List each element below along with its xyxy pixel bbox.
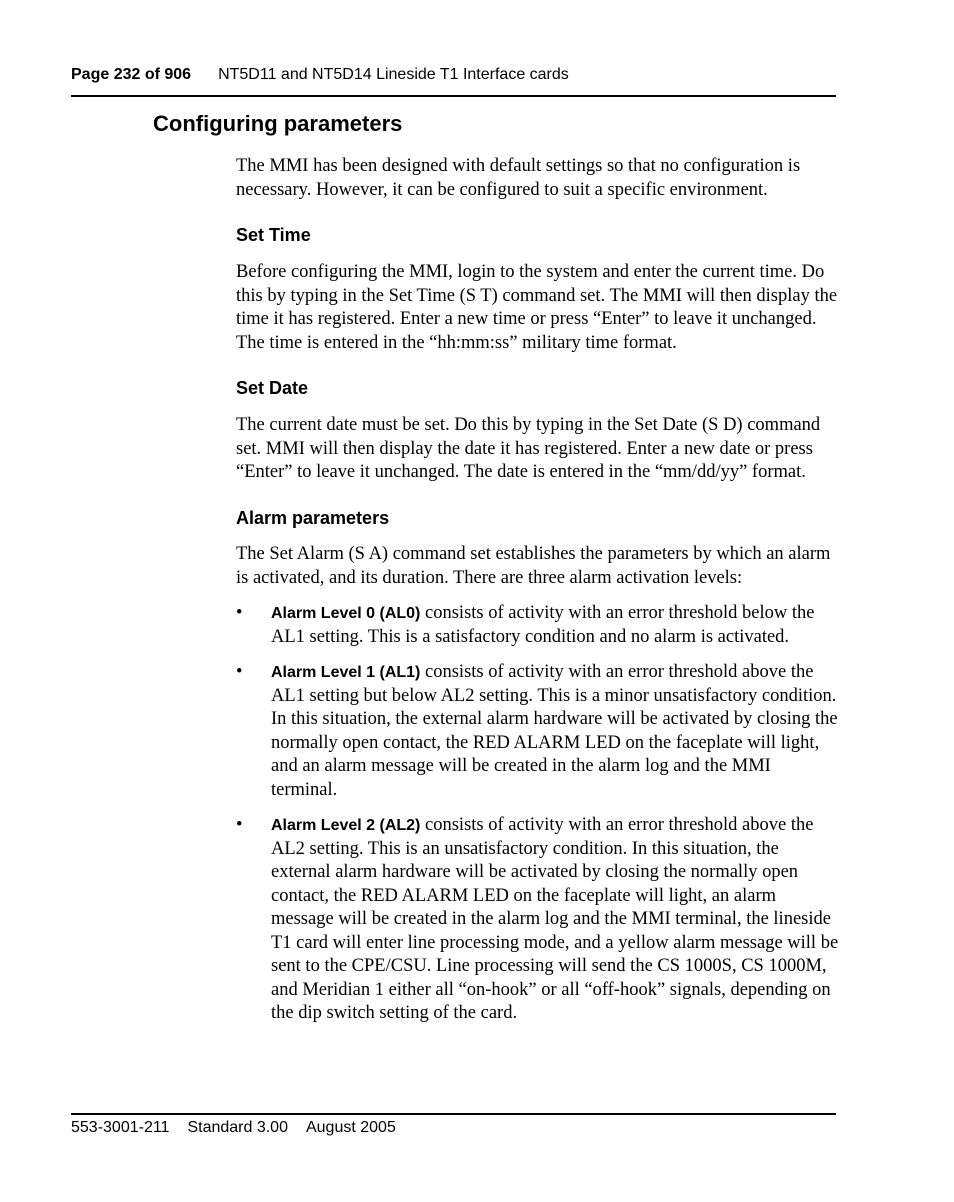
alarm-parameters-heading: Alarm parameters [236, 508, 390, 528]
bullet-lead: Alarm Level 2 (AL2) [271, 817, 421, 834]
alarm-intro-paragraph: The Set Alarm (S A) command set establishes the parameters by which an alarm is activated, and its duration. There are three alarm activation levels: [236, 544, 831, 588]
document-date: August 2005 [305, 1119, 396, 1136]
set-time-paragraph: Before configuring the MMI, login to the system and enter the current time. Do this by typing in the Set Time (S T) command set. The MMI will then display the time it has registered. Enter a new time or press “Enter” to leave it unchanged. The time is entered in the “hh:mm:ss” military time format. [236, 262, 838, 353]
intro-paragraph: The MMI has been designed with default settings so that no configuration is necessary. However, it can be configured to suit a specific environment. [236, 156, 801, 200]
set-date-paragraph: The current date must be set. Do this by typing in the Set Date (S D) command set. MMI will then display the date it has registered. Enter a new date or press “Enter” to leave it unchanged. The date is entered in the “mm/dd/yy” format. [236, 415, 821, 482]
bullet-lead: Alarm Level 0 (AL0) [271, 605, 421, 622]
bullet-text: consists of activity with an error threshold above the AL1 setting but below AL2 setting. This is a minor unsatisfactory condition. In this situation, the external alarm hardware will be activated by closing the normally open contact, the RED ALARM LED on the faceplate will light, and an alarm message will be created in the alarm log and the MMI terminal. [271, 662, 838, 800]
set-date-heading: Set Date [236, 378, 309, 398]
bullet-marker: • [236, 815, 243, 835]
document-title: NT5D11 and NT5D14 Lineside T1 Interface cards [218, 66, 569, 83]
footer-rule [71, 1113, 836, 1115]
bullet-text: consists of activity with an error threshold below the AL1 setting. This is a satisfactory condition and no alarm is activated. [271, 603, 815, 647]
section-title: Configuring parameters [153, 111, 403, 136]
bullet-marker: • [236, 603, 243, 623]
bullet-lead: Alarm Level 1 (AL1) [271, 664, 421, 681]
bullet-marker: • [236, 662, 243, 682]
page-header [71, 66, 836, 84]
document-number: 553-3001-211 [71, 1119, 170, 1136]
set-time-heading: Set Time [236, 225, 311, 245]
page-number: Page 232 of 906 [71, 66, 192, 83]
header-rule [71, 95, 836, 97]
page-footer [71, 1119, 414, 1137]
bullet-text: consists of activity with an error threshold above the AL2 setting. This is an unsatisfactory condition. In this situation, the external alarm hardware will be activated by closing the normally open contact, the RED ALARM LED on the faceplate will light, an alarm message will be created in the alarm log and the MMI terminal, the lineside T1 card will enter line processing mode, and a yellow alarm message will be sent to the CPE/CSU. Line processing will send the CS 1000S, CS 1000M, and Meridian 1 either all “on-hook” or all “off-hook” signals, depending on the dip switch setting of the card. [271, 815, 839, 1023]
document-standard: Standard 3.00 [187, 1119, 288, 1136]
